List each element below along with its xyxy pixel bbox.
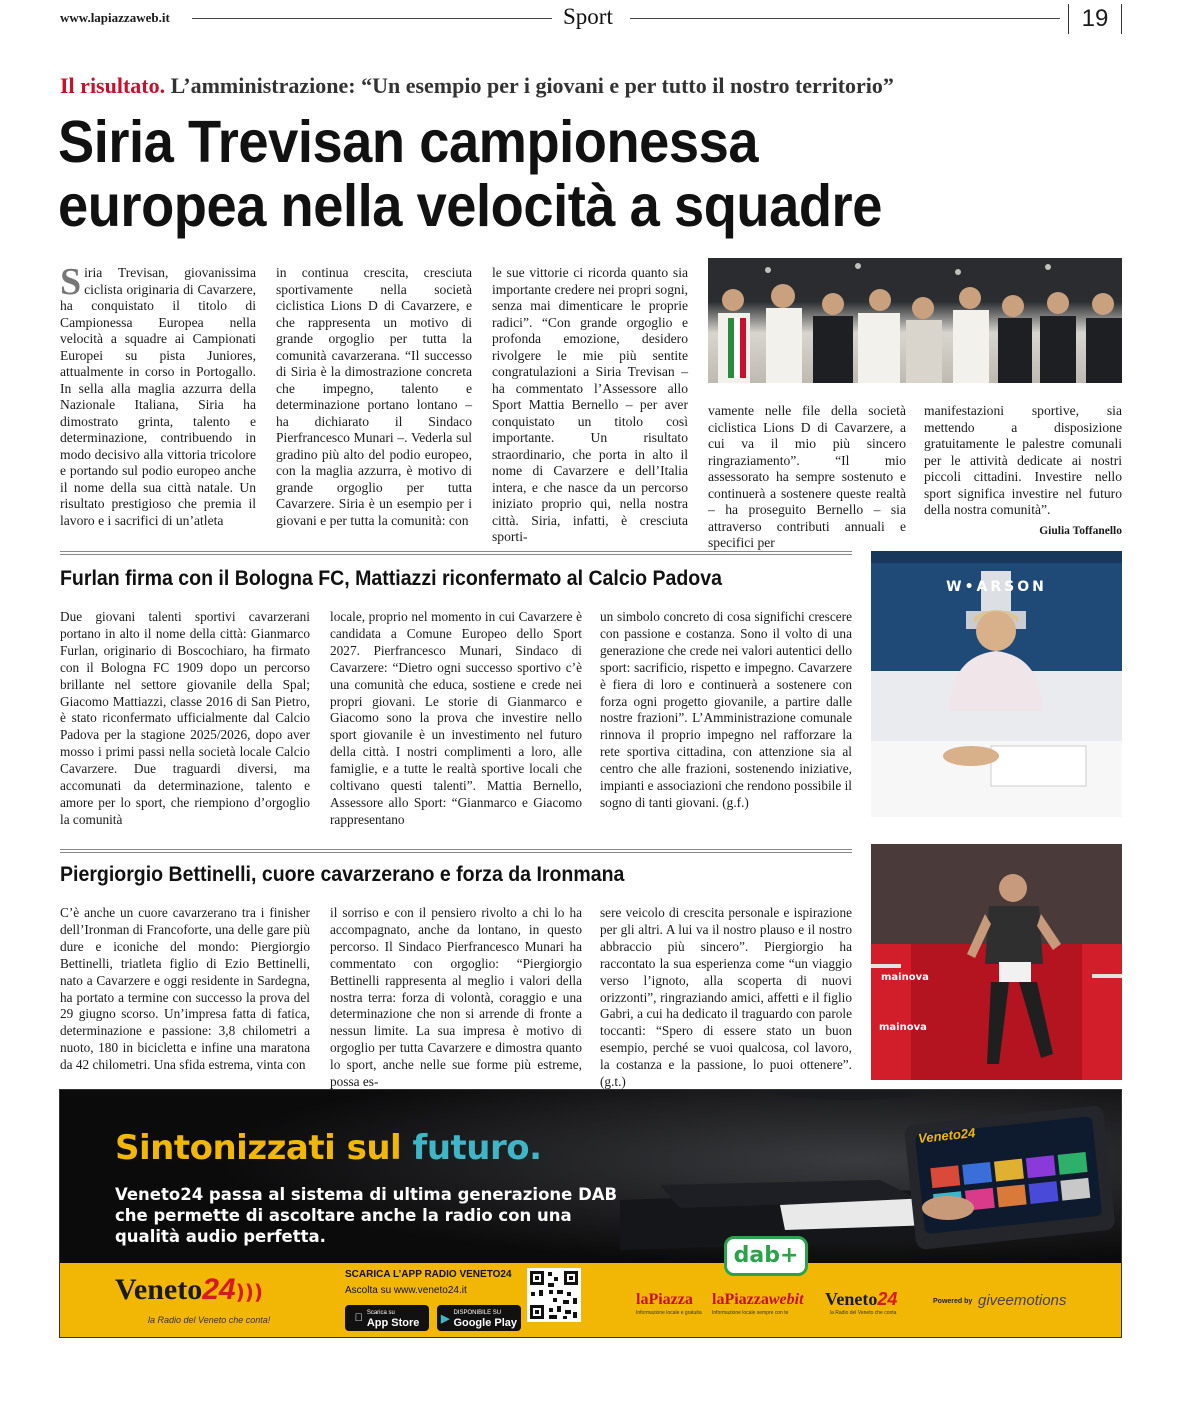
veneto24-tagline: la Radio del Veneto che conta! xyxy=(148,1315,271,1325)
photo-signing xyxy=(871,551,1122,817)
kicker-text: L’amministrazione: “Un esempio per i giovani e per tutto il nostro territorio” xyxy=(170,73,894,98)
article2-col1: Due giovani talenti sportivi cavarzerani portano in alto il nome della città: Gianmarco Furlan, originario di Boscochiaro, ha firmato con il Bologna FC 1909 dopo un percorso brillante nel settore giovanile della Spal; Giacomo Mattiazzi, classe 2016 di San Pietro, è stato riconfermato ufficialmente dal Calcio Padova per la stagione 2025/2026, dopo aver mosso i primi passi nella società locale Calcio Cavarzere. Due traguardi diversi, ma accomunati da determinazione, talento e amore per lo sport, che riempiono d’orgoglio la comunità xyxy=(60,609,310,827)
ad-body-text: Veneto24 passa al sistema di ultima generazione DAB che permette di ascoltare anche la radio con una qualità audio perfetta. xyxy=(115,1185,618,1246)
screen-logo: Veneto24 xyxy=(917,1125,976,1146)
dab-logo: dab+ xyxy=(724,1236,808,1276)
lapiazza-sub: Informazione locale e gratuita xyxy=(636,1310,702,1316)
ad-headline xyxy=(115,1128,542,1168)
article2-col3: un simbolo concreto di cosa significhi crescere con passione e costanza. Sono il volto di una generazione che crede nei valori autentici dello sport: sacrificio, rispetto e impegno. Cavarzere è fiera di loro e continuerà a sostenere con forza ogni progetto giovanile, a partire dalle nostre frazioni”. L’Amministrazione comunale rinnova il proprio impegno nel rafforzare la rete sportiva cittadina, con attenzione sia al centro che alle frazioni, sostenendo iniziative, impianti e associazioni che rendono possibile il sogno di tanti giovani. (g.f.) xyxy=(600,609,852,810)
article1-col1 xyxy=(60,261,256,529)
article3-rule xyxy=(60,849,852,853)
powered-by-label: Powered by xyxy=(933,1298,973,1305)
section-title: Sport xyxy=(563,4,613,29)
runner-image xyxy=(871,844,1122,1080)
celebration-image xyxy=(708,258,1122,383)
logo-number: 24 xyxy=(202,1273,236,1306)
qr-code-icon[interactable] xyxy=(527,1268,581,1322)
download-subtitle: Ascolta su www.veneto24.it xyxy=(345,1285,467,1296)
article1-col3: le sue vittorie ci ricorda quanto sia importante credere nei propri sogni, senza mai dimenticare le proprie radici”. “Con grande orgoglio e profonda emozione, desidero rivolgere le mie più sentite congratulazioni a Siria Trevisan – ha commentato l’Assessore allo Sport Mattia Bernello – per aver conquistato un titolo così importante. Un risultato straordinario, che porta in alto il nome di Cavarzere e dell’Italia intera, e che nasce da un percorso iniziato proprio qui, nella nostra città. Siria, infatti, è cresciuta sporti- xyxy=(492,265,688,544)
download-title: SCARICA L’APP RADIO VENETO24 xyxy=(345,1269,512,1280)
app-store-label: App Store xyxy=(362,1317,416,1329)
article1-byline: Giulia Toffanello xyxy=(1039,525,1122,537)
photo-celebration xyxy=(708,258,1122,383)
dropcap: S xyxy=(60,261,82,303)
article3-headline: Piergiorgio Bettinelli, cuore cavarzerano e forza da Ironmana xyxy=(60,863,625,886)
google-play-small: DISPONIBILE SU xyxy=(453,1310,502,1316)
headline-line2: europea nella velocità a squadre xyxy=(58,173,882,239)
brand3-word: Veneto xyxy=(825,1289,878,1309)
article1-col2: in continua crescita, cresciuta sportivamente nella società ciclistica Lions D di Cavarzere, e che rappresenta un motivo di grande orgoglio per tutta la comunità cavarzerana. “Il successo di Siria è la dimostrazione concreta che impegno, talento e determinazione portano lontano – ha dichiarato il Sindaco Pierfrancesco Munari –. Vederla sul gradino più alto del podio europeo, con la maglia azzurra, è motivo di grande orgoglio per tutta Cavarzere. Siria è un esempio per i giovani e per tutta la comunità: con xyxy=(276,265,472,528)
site-url[interactable]: www.lapiazzaweb.it xyxy=(60,10,170,25)
article2-headline: Furlan firma con il Bologna FC, Mattiazzi riconfermato al Calcio Padova xyxy=(60,567,722,590)
article1-kicker xyxy=(60,73,894,99)
radio-waves-icon: ))) xyxy=(235,1280,264,1304)
photo-banner-text: W•ARSON xyxy=(946,579,1047,595)
page-number: 19 xyxy=(1068,4,1122,34)
play-icon: ▶ xyxy=(440,1312,450,1325)
ad-footer-bar xyxy=(60,1263,1122,1338)
lapiazza-logo[interactable]: laPiazza xyxy=(636,1291,693,1308)
article3-col1: C’è anche un cuore cavarzerano tra i finisher dell’Ironman di Francoforte, una delle gare più dure e iconiche del mondo: Piergiorgio Bettinelli, triatleta figlio di Ezio Bettinelli, nato a Cavarzere e oggi residente in Sardegna, ha portato a termine con successo la prova del 29 giugno scorso. Un’impresa fatta di fatica, determinazione e passione: 3,8 chilometri a nuoto, 180 in bicicletta e infine una maratona da 42 chilometri. Una sfida estrema, vinta con xyxy=(60,905,310,1073)
veneto24-small-logo[interactable] xyxy=(825,1289,897,1310)
article1-col5: manifestazioni sportive, sia mettendo a disposizione gratuitamente le palestre comunali per le attività dedicate ai nostri piccoli cittadini. Investire nello sport significa investire nel futuro della nostra comunità”. xyxy=(924,403,1122,517)
article2-rule xyxy=(60,551,852,555)
kicker-label: Il risultato. xyxy=(60,73,166,98)
veneto24-logo[interactable] xyxy=(115,1273,263,1307)
photo-runner xyxy=(871,844,1122,1080)
lapiazzaweb-a: laPiazza xyxy=(712,1291,769,1308)
article1-headline xyxy=(58,110,1033,238)
headline-line1: Siria Trevisan campionessa xyxy=(58,109,759,175)
article2-col2: locale, proprio nel momento in cui Cavarzere è candidata a Comune Europeo dello Sport 2027. Pierfrancesco Munari, Sindaco di Cavarzere: “Dietro ogni successo sportivo c’è una comunità che educa, sostiene e crede nei propri giovani. Le storie di Gianmarco e Giacomo sono la prova che investire nello sport giovanile è un investimento nel futuro della città. I nostri complimenti a loro, alle famiglie, e a tutte le realtà sportive locali che coltivano questi talenti”. Mattia Bernello, Assessore allo Sport: “Gianmarco e Giacomo rappresentano xyxy=(330,609,582,827)
veneto24-advert[interactable] xyxy=(59,1089,1122,1338)
header-rule-left xyxy=(192,18,552,19)
lapiazzaweb-sub: Informazione locale sempre con te xyxy=(712,1310,789,1316)
giveemotions-logo[interactable]: giveemotions xyxy=(978,1292,1067,1309)
app-store-button[interactable] xyxy=(345,1305,429,1331)
logo-word: Veneto xyxy=(115,1273,203,1306)
lapiazzaweb-b: webit xyxy=(768,1291,804,1308)
veneto24-small-sub: la Radio del Veneto che conta xyxy=(830,1310,897,1316)
google-play-label: Google Play xyxy=(453,1317,518,1329)
article3-col2: il sorriso e con il pensiero rivolto a chi lo ha accompagnato, anche da lontano, in questo percorso. Il Sindaco Pierfrancesco Munari ha commentato con orgoglio: “Piergiorgio Bettinelli rappresenta al meglio i valori della nostra terra: forza di volontà, coraggio e una determinazione che non si arrende di fronte a nessun limite. La sua impresa è motivo di orgoglio per tutta Cavarzere e dimostra quanto lo sport, anche nelle sue forme più estreme, possa es- xyxy=(330,905,582,1090)
ad-headline-part2: futuro. xyxy=(412,1128,542,1168)
app-store-small: Scarica su xyxy=(362,1310,391,1316)
brand3-number: 24 xyxy=(877,1289,898,1309)
header-rule-right xyxy=(630,18,1060,19)
lapiazzaweb-logo[interactable] xyxy=(712,1291,804,1309)
article1-col1-text: iria Trevisan, giovanissima ciclista originaria di Cavarzere, ha conquistato il titolo di Campionessa Europea nella velocità a squadre ai Campionati Europei su pista Juniores, attualmente in corso in Portogallo. In sella alla maglia azzurra della Nazionale Italiana, Siria ha dimostrato grinta, talento e determinazione, contribuendo in modo decisivo alla vittoria tricolore e portando sul podio europeo anche il nome della sua città natale. Un risultato prestigioso che premia il lavoro e i sacrifici di un’atleta xyxy=(60,265,256,528)
google-play-button[interactable] xyxy=(437,1305,521,1331)
apple-icon xyxy=(355,1312,363,1324)
article3-col3: sere veicolo di crescita personale e ispirazione per gli altri. A lui va il nostro plauso e il nostro abbraccio più sincero”. Piergiorgio ha raccontato la sua esperienza come “un viaggio verso l’ignoto, alla scoperta di nuovi orizzonti”, ringraziando amici, affetti e il figlio Gabri, a cui ha dedicato il traguardo con parole toccanti: “Spero di essere stato un buon esempio, perché se vuoi qualcosa, col lavoro, la costanza e la passione, lo puoi ottenere”. (g.t.) xyxy=(600,905,852,1090)
photo-sponsor-text2: mainova xyxy=(879,1022,927,1033)
article1-col4: vamente nelle file della società ciclistica Lions D di Cavarzere, a cui va il mio più sincero ringraziamento”. “Il mio assessorato ha sempre sostenuto e continuerà a sostenere queste realtà – ha proseguito Bernello – sia attraverso contributi annuali e specifici per xyxy=(708,403,906,550)
ad-headline-part1: Sintonizzati sul xyxy=(115,1128,413,1168)
photo-sponsor-text1: mainova xyxy=(881,972,929,983)
